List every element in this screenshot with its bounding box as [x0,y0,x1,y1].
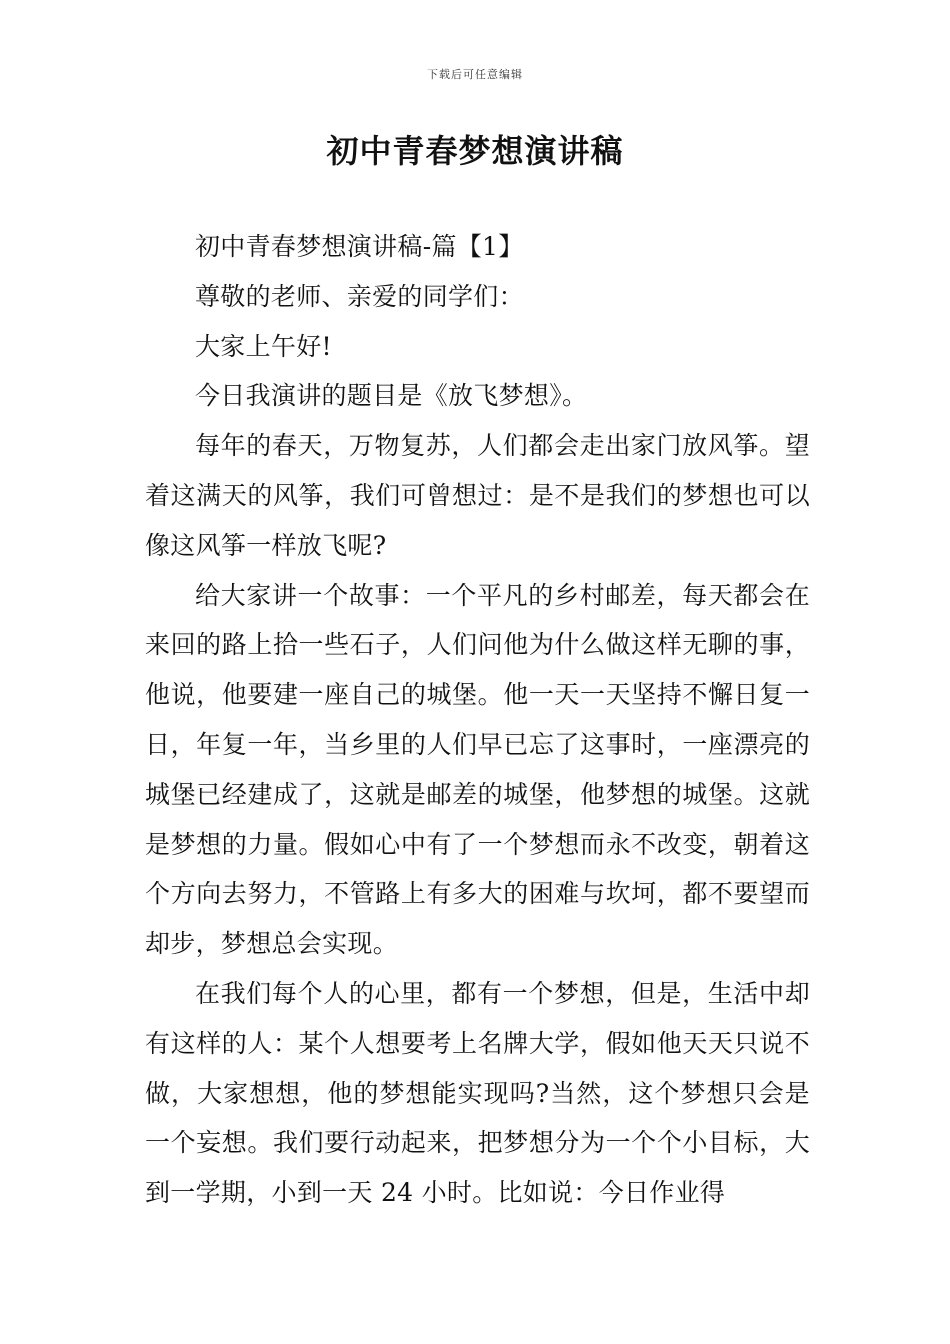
paragraph-spring: 每年的春天，万物复苏，人们都会走出家门放风筝。望着这满天的风筝，我们可曾想过：是不是我们的梦想也可以像这风筝一样放飞呢? [145,431,810,560]
paragraph-greeting: 大家上午好! [195,331,332,361]
header-note: 下载后可任意编辑 [427,68,523,81]
paragraph-story: 给大家讲一个故事：一个平凡的乡村邮差，每天都会在来回的路上拾一些石子，人们问他为什么做这样无聊的事，他说，他要建一座自己的城堡。他一天一天坚持不懈日复一日，年复一年，当乡里的人们早已忘了这事时，一座漂亮的城堡已经建成了，这就是邮差的城堡，他梦想的城堡。这就是梦想的力量。假如心中有了一个梦想而永不改变，朝着这个方向去努力，不管路上有多大的困难与坎坷，都不要望而却步，梦想总会实现。 [145,580,810,959]
paragraph-topic: 今日我演讲的题目是《放飞梦想》。 [195,381,588,411]
paragraph-action: 在我们每个人的心里，都有一个梦想，但是，生活中却有这样的人：某个人想要考上名牌大学，假如他天天只说不做，大家想想，他的梦想能实现吗?当然，这个梦想只会是一个妄想。我们要行动起来，把梦想分为一个个小目标，大到一学期，小到一天 24 小时。比如说：今日作业得 [145,978,810,1208]
document-title: 初中青春梦想演讲稿 [326,132,624,170]
document-body [145,222,810,1218]
paragraph-subtitle: 初中青春梦想演讲稿-篇【1】 [195,232,524,261]
paragraph-salutation: 尊敬的老师、亲爱的同学们： [195,281,524,311]
